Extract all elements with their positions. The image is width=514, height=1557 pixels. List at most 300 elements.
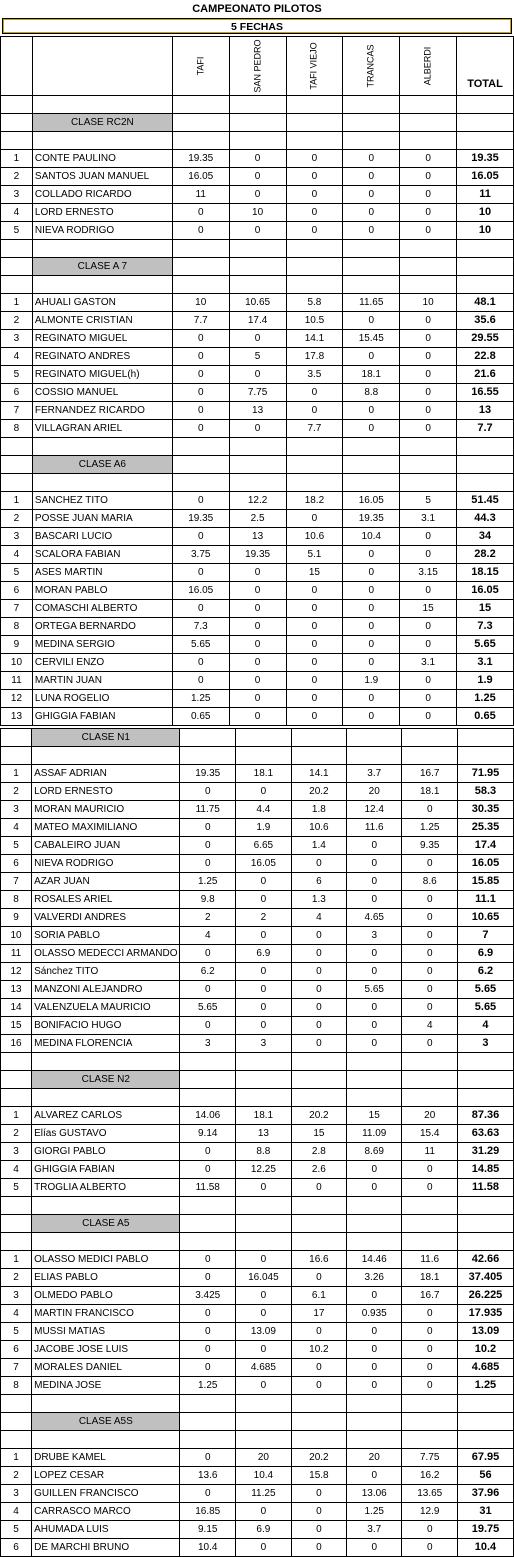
san-pedro-points-cell: 12.2 <box>229 492 286 510</box>
trancas-points-cell: 15.45 <box>343 330 400 348</box>
alberdi-points-cell: 3.15 <box>400 564 457 582</box>
pilot-name-cell: GHIGGIA FABIAN <box>32 708 172 726</box>
table-row <box>1 927 514 945</box>
san-pedro-points-cell: 0 <box>235 1377 291 1395</box>
trancas-points-cell: 0 <box>343 204 400 222</box>
position-cell: 5 <box>1 1179 32 1197</box>
position-cell: 4 <box>1 348 33 366</box>
empty-cell <box>286 276 343 294</box>
empty-cell <box>180 747 236 765</box>
position-cell: 12 <box>1 963 32 981</box>
total-points-cell: 5.65 <box>457 999 513 1017</box>
position-cell: 6 <box>1 582 33 600</box>
alberdi-points-cell: 18.1 <box>402 1269 458 1287</box>
total-points-cell: 5.65 <box>457 636 514 654</box>
tafi-viejo-points-cell: 0 <box>286 672 343 690</box>
tafi-viejo-points-cell: 0 <box>291 1269 346 1287</box>
tafi-points-cell: 2 <box>180 909 236 927</box>
alberdi-points-cell: 15 <box>400 600 457 618</box>
empty-cell <box>291 1395 346 1413</box>
tafi-viejo-points-cell: 3.5 <box>286 366 343 384</box>
total-points-cell: 31.29 <box>457 1143 513 1161</box>
table-row <box>1 168 514 186</box>
pilot-name-cell: COMASCHI ALBERTO <box>32 600 172 618</box>
total-points-cell: 67.95 <box>457 1449 513 1467</box>
san-pedro-points-cell: 10.4 <box>235 1467 291 1485</box>
total-points-cell: 13.09 <box>457 1323 513 1341</box>
empty-cell <box>286 438 343 456</box>
table-row <box>1 582 514 600</box>
alberdi-points-cell: 0 <box>402 981 458 999</box>
trancas-points-cell: 0 <box>343 420 400 438</box>
empty-cell <box>1 276 33 294</box>
san-pedro-points-cell: 0 <box>229 330 286 348</box>
position-cell: 1 <box>1 294 33 312</box>
empty-cell <box>402 1233 458 1251</box>
table-row <box>1 528 514 546</box>
header-cell-blank <box>1 37 33 96</box>
tafi-points-cell: 0 <box>180 1161 236 1179</box>
pilot-name-cell: MEDINA FLORENCIA <box>32 1035 180 1053</box>
san-pedro-points-cell: 1.9 <box>235 819 291 837</box>
position-cell: 7 <box>1 873 32 891</box>
total-points-cell: 4 <box>457 1017 513 1035</box>
position-cell: 3 <box>1 1143 32 1161</box>
san-pedro-points-cell: 0 <box>235 1287 291 1305</box>
empty-cell <box>1 456 33 474</box>
trancas-points-cell: 0 <box>343 150 400 168</box>
empty-cell <box>291 1431 346 1449</box>
position-cell: 2 <box>1 1125 32 1143</box>
san-pedro-points-cell: 0 <box>229 708 286 726</box>
empty-cell <box>457 96 514 114</box>
tafi-viejo-points-cell: 15 <box>291 1125 346 1143</box>
class-header-row <box>1 1071 514 1089</box>
total-points-cell: 42.66 <box>457 1251 513 1269</box>
alberdi-points-cell: 0 <box>402 1305 458 1323</box>
position-cell: 7 <box>1 402 33 420</box>
empty-cell <box>457 240 514 258</box>
trancas-points-cell: 20 <box>346 1449 402 1467</box>
empty-cell <box>291 1233 346 1251</box>
alberdi-points-cell: 0 <box>402 1539 458 1557</box>
empty-cell <box>400 438 457 456</box>
table-row <box>1 1377 514 1395</box>
trancas-points-cell: 3.7 <box>346 1521 402 1539</box>
san-pedro-points-cell: 6.9 <box>235 945 291 963</box>
empty-cell <box>346 1395 402 1413</box>
total-points-cell: 16.05 <box>457 855 513 873</box>
trancas-points-cell: 18.1 <box>343 366 400 384</box>
empty-cell <box>32 240 172 258</box>
tafi-viejo-points-cell: 0 <box>291 1017 346 1035</box>
alberdi-points-cell: 0 <box>400 330 457 348</box>
san-pedro-points-cell: 2 <box>235 909 291 927</box>
position-cell: 15 <box>1 1017 32 1035</box>
table-row <box>1 186 514 204</box>
class-label: CLASE N1 <box>32 729 180 747</box>
alberdi-points-cell: 4 <box>402 1017 458 1035</box>
alberdi-points-cell: 0 <box>402 855 458 873</box>
tafi-viejo-points-cell: 10.2 <box>291 1341 346 1359</box>
empty-cell <box>32 438 172 456</box>
position-cell: 3 <box>1 1485 32 1503</box>
tafi-points-cell: 0 <box>172 654 229 672</box>
empty-cell <box>229 96 286 114</box>
trancas-points-cell: 14.46 <box>346 1251 402 1269</box>
total-points-cell: 22.8 <box>457 348 514 366</box>
san-pedro-points-cell: 0 <box>235 981 291 999</box>
san-pedro-points-cell: 0 <box>229 150 286 168</box>
pilot-name-cell: REGINATO ANDRES <box>32 348 172 366</box>
empty-cell <box>286 474 343 492</box>
tafi-viejo-points-cell: 0 <box>286 600 343 618</box>
table-row <box>1 492 514 510</box>
class-label: CLASE N2 <box>32 1071 180 1089</box>
pilot-name-cell: LOPEZ CESAR <box>32 1467 180 1485</box>
total-points-cell: 44.3 <box>457 510 514 528</box>
trancas-points-cell: 11.09 <box>346 1125 402 1143</box>
empty-cell <box>172 258 229 276</box>
class-label: CLASE A6 <box>32 456 172 474</box>
alberdi-points-cell: 0 <box>402 1161 458 1179</box>
empty-cell <box>1 438 33 456</box>
table-row <box>1 981 514 999</box>
empty-cell <box>400 276 457 294</box>
empty-cell <box>229 438 286 456</box>
table-row <box>1 402 514 420</box>
pilot-name-cell: CABALEIRO JUAN <box>32 837 180 855</box>
empty-cell <box>400 474 457 492</box>
trancas-points-cell: 20 <box>346 783 402 801</box>
pilot-name-cell: VALVERDI ANDRES <box>32 909 180 927</box>
alberdi-points-cell: 7.75 <box>402 1449 458 1467</box>
alberdi-points-cell: 0 <box>400 420 457 438</box>
empty-cell <box>457 474 514 492</box>
total-points-cell: 3.1 <box>457 654 514 672</box>
tafi-viejo-points-cell: 6.1 <box>291 1287 346 1305</box>
trancas-points-cell: 0 <box>346 1341 402 1359</box>
tafi-viejo-points-cell: 0 <box>291 855 346 873</box>
empty-cell <box>1 258 33 276</box>
empty-cell <box>346 1197 402 1215</box>
tafi-viejo-points-cell: 0 <box>291 1485 346 1503</box>
tafi-points-cell: 1.25 <box>180 873 236 891</box>
empty-cell <box>346 1071 402 1089</box>
tafi-viejo-points-cell: 7.7 <box>286 420 343 438</box>
total-points-cell: 35.6 <box>457 312 514 330</box>
tafi-viejo-points-cell: 0 <box>291 1521 346 1539</box>
trancas-points-cell: 0 <box>343 690 400 708</box>
trancas-points-cell: 0 <box>343 546 400 564</box>
total-points-cell: 58.3 <box>457 783 513 801</box>
empty-cell <box>400 456 457 474</box>
empty-cell <box>402 747 458 765</box>
tafi-points-cell: 3.425 <box>180 1287 236 1305</box>
total-points-cell: 7 <box>457 927 513 945</box>
trancas-points-cell: 0 <box>343 564 400 582</box>
empty-cell <box>32 276 172 294</box>
table-row <box>1 222 514 240</box>
empty-cell <box>286 456 343 474</box>
empty-cell <box>229 258 286 276</box>
tafi-points-cell: 19.35 <box>172 150 229 168</box>
empty-cell <box>32 1233 180 1251</box>
tafi-viejo-points-cell: 0 <box>291 1503 346 1521</box>
trancas-points-cell: 0 <box>343 600 400 618</box>
san-pedro-points-cell: 3 <box>235 1035 291 1053</box>
empty-cell <box>180 1413 236 1431</box>
spacer-row <box>1 1233 514 1251</box>
pilot-name-cell: GIORGI PABLO <box>32 1143 180 1161</box>
empty-cell <box>32 474 172 492</box>
total-points-cell: 26.225 <box>457 1287 513 1305</box>
header-row <box>1 37 514 96</box>
empty-cell <box>402 729 458 747</box>
table-row <box>1 690 514 708</box>
empty-cell <box>457 1089 513 1107</box>
empty-cell <box>402 1071 458 1089</box>
alberdi-points-cell: 15.4 <box>402 1125 458 1143</box>
trancas-points-cell: 0 <box>346 1467 402 1485</box>
total-points-cell: 1.9 <box>457 672 514 690</box>
empty-cell <box>346 729 402 747</box>
spacer-row <box>1 1431 514 1449</box>
empty-cell <box>291 1215 346 1233</box>
class-header-row <box>1 456 514 474</box>
tafi-points-cell: 6.2 <box>180 963 236 981</box>
pilot-name-cell: NIEVA RODRIGO <box>32 222 172 240</box>
empty-cell <box>180 1233 236 1251</box>
empty-cell <box>343 132 400 150</box>
table-row <box>1 294 514 312</box>
tafi-points-cell: 0.65 <box>172 708 229 726</box>
empty-cell <box>346 1053 402 1071</box>
alberdi-points-cell: 11.6 <box>402 1251 458 1269</box>
class-header-row <box>1 258 514 276</box>
table-row <box>1 510 514 528</box>
empty-cell <box>32 132 172 150</box>
trancas-points-cell: 11.6 <box>346 819 402 837</box>
empty-cell <box>1 1053 32 1071</box>
trancas-points-cell: 0 <box>343 618 400 636</box>
tafi-points-cell: 0 <box>172 366 229 384</box>
position-cell: 14 <box>1 999 32 1017</box>
tafi-viejo-points-cell: 16.6 <box>291 1251 346 1269</box>
empty-cell <box>286 258 343 276</box>
empty-cell <box>229 114 286 132</box>
san-pedro-points-cell: 13 <box>235 1125 291 1143</box>
alberdi-points-cell: 0 <box>400 168 457 186</box>
tafi-points-cell: 3 <box>180 1035 236 1053</box>
spacer-row <box>1 132 514 150</box>
tafi-viejo-points-cell: 18.2 <box>286 492 343 510</box>
pilot-name-cell: ALMONTE CRISTIAN <box>32 312 172 330</box>
pilot-name-cell: OLMEDO PABLO <box>32 1287 180 1305</box>
table-row <box>1 1341 514 1359</box>
empty-cell <box>457 1413 513 1431</box>
empty-cell <box>457 1053 513 1071</box>
total-points-cell: 7.7 <box>457 420 514 438</box>
trancas-points-cell: 0 <box>346 1323 402 1341</box>
tafi-points-cell: 0 <box>180 1485 236 1503</box>
empty-cell <box>1 1395 32 1413</box>
tafi-viejo-points-cell: 17 <box>291 1305 346 1323</box>
tafi-viejo-points-cell: 0 <box>291 963 346 981</box>
position-cell: 1 <box>1 765 32 783</box>
pilot-name-cell: SCALORA FABIAN <box>32 546 172 564</box>
tafi-viejo-points-cell: 5.8 <box>286 294 343 312</box>
table-row <box>1 1161 514 1179</box>
total-points-cell: 37.405 <box>457 1269 513 1287</box>
empty-cell <box>346 747 402 765</box>
table-row <box>1 1143 514 1161</box>
trancas-points-cell: 15 <box>346 1107 402 1125</box>
pilot-name-cell: ASSAF ADRIAN <box>32 765 180 783</box>
trancas-points-cell: 0 <box>346 1539 402 1557</box>
position-cell: 6 <box>1 384 33 402</box>
alberdi-points-cell: 8.6 <box>402 873 458 891</box>
position-cell: 8 <box>1 420 33 438</box>
table-row <box>1 891 514 909</box>
tafi-points-cell: 5.65 <box>172 636 229 654</box>
column-header-tafi: TAFI <box>172 37 229 96</box>
table-row <box>1 420 514 438</box>
column-header-san-pedro: SAN PEDRO <box>229 37 286 96</box>
alberdi-points-cell: 16.7 <box>402 1287 458 1305</box>
empty-cell <box>1 1413 32 1431</box>
empty-cell <box>235 729 291 747</box>
san-pedro-points-cell: 0 <box>229 690 286 708</box>
empty-cell <box>172 474 229 492</box>
total-points-cell: 18.15 <box>457 564 514 582</box>
tafi-points-cell: 14.06 <box>180 1107 236 1125</box>
empty-cell <box>32 1197 180 1215</box>
trancas-points-cell: 13.06 <box>346 1485 402 1503</box>
alberdi-points-cell: 0 <box>402 801 458 819</box>
empty-cell <box>400 114 457 132</box>
empty-cell <box>457 1215 513 1233</box>
trancas-points-cell: 0 <box>346 1359 402 1377</box>
tafi-viejo-points-cell: 0 <box>291 1035 346 1053</box>
empty-cell <box>291 1071 346 1089</box>
alberdi-points-cell: 0 <box>400 312 457 330</box>
position-cell: 1 <box>1 150 33 168</box>
empty-cell <box>32 1431 180 1449</box>
pilot-name-cell: MEDINA JOSE <box>32 1377 180 1395</box>
total-points-cell: 3 <box>457 1035 513 1053</box>
san-pedro-points-cell: 4.685 <box>235 1359 291 1377</box>
position-cell: 12 <box>1 690 33 708</box>
empty-cell <box>1 1089 32 1107</box>
tafi-points-cell: 0 <box>180 837 236 855</box>
total-points-cell: 31 <box>457 1503 513 1521</box>
alberdi-points-cell: 0 <box>402 1179 458 1197</box>
empty-cell <box>32 1395 180 1413</box>
san-pedro-points-cell: 13.09 <box>235 1323 291 1341</box>
position-cell: 3 <box>1 801 32 819</box>
tafi-viejo-points-cell: 5.1 <box>286 546 343 564</box>
san-pedro-points-cell: 6.9 <box>235 1521 291 1539</box>
spacer-row <box>1 276 514 294</box>
selected-cell-outline <box>3 19 511 33</box>
tafi-points-cell: 0 <box>172 564 229 582</box>
class-label: CLASE A 7 <box>32 258 172 276</box>
table-row <box>1 765 514 783</box>
trancas-points-cell: 0 <box>346 1017 402 1035</box>
alberdi-points-cell: 0 <box>400 546 457 564</box>
pilot-name-cell: MATEO MAXIMILIANO <box>32 819 180 837</box>
trancas-points-cell: 0 <box>343 186 400 204</box>
san-pedro-points-cell: 0 <box>229 366 286 384</box>
table-row <box>1 204 514 222</box>
alberdi-points-cell: 11 <box>402 1143 458 1161</box>
total-points-cell: 10 <box>457 222 514 240</box>
empty-cell <box>457 114 514 132</box>
empty-cell <box>1 1197 32 1215</box>
empty-cell <box>229 132 286 150</box>
total-points-cell: 63.63 <box>457 1125 513 1143</box>
position-cell: 11 <box>1 672 33 690</box>
tafi-points-cell: 5.65 <box>180 999 236 1017</box>
table-row <box>1 819 514 837</box>
tafi-points-cell: 10 <box>172 294 229 312</box>
pilot-name-cell: OLASSO MEDICI PABLO <box>32 1251 180 1269</box>
tafi-viejo-points-cell: 14.1 <box>291 765 346 783</box>
position-cell: 4 <box>1 1161 32 1179</box>
tafi-points-cell: 0 <box>172 222 229 240</box>
trancas-points-cell: 0.935 <box>346 1305 402 1323</box>
empty-cell <box>343 114 400 132</box>
tafi-viejo-points-cell: 0 <box>286 510 343 528</box>
position-cell: 2 <box>1 312 33 330</box>
san-pedro-points-cell: 0 <box>235 873 291 891</box>
pilot-name-cell: OLASSO MEDECCI ARMANDO <box>32 945 180 963</box>
tafi-viejo-points-cell: 0 <box>291 1359 346 1377</box>
empty-cell <box>286 240 343 258</box>
empty-cell <box>457 1233 513 1251</box>
alberdi-points-cell: 0 <box>400 222 457 240</box>
empty-cell <box>343 240 400 258</box>
alberdi-points-cell: 1.25 <box>402 819 458 837</box>
table-row <box>1 837 514 855</box>
alberdi-points-cell: 0 <box>400 150 457 168</box>
pilot-name-cell: LUNA ROGELIO <box>32 690 172 708</box>
alberdi-points-cell: 0 <box>400 384 457 402</box>
total-points-cell: 7.3 <box>457 618 514 636</box>
pilot-name-cell: ASES MARTIN <box>32 564 172 582</box>
total-points-cell: 19.35 <box>457 150 514 168</box>
table-row <box>1 348 514 366</box>
empty-cell <box>291 1089 346 1107</box>
alberdi-points-cell: 0 <box>400 708 457 726</box>
tafi-viejo-points-cell: 0 <box>286 222 343 240</box>
tafi-points-cell: 1.25 <box>180 1377 236 1395</box>
pilot-name-cell: FERNANDEZ RICARDO <box>32 402 172 420</box>
pilot-name-cell: JACOBE JOSE LUIS <box>32 1341 180 1359</box>
tafi-viejo-points-cell: 17.8 <box>286 348 343 366</box>
empty-cell <box>180 1071 236 1089</box>
empty-cell <box>402 1089 458 1107</box>
position-cell: 3 <box>1 528 33 546</box>
pilot-name-cell: ORTEGA BERNARDO <box>32 618 172 636</box>
empty-cell <box>235 1233 291 1251</box>
pilot-name-cell: POSSE JUAN MARIA <box>32 510 172 528</box>
tafi-points-cell: 11 <box>172 186 229 204</box>
empty-cell <box>286 96 343 114</box>
empty-cell <box>1 474 33 492</box>
san-pedro-points-cell: 20 <box>235 1449 291 1467</box>
